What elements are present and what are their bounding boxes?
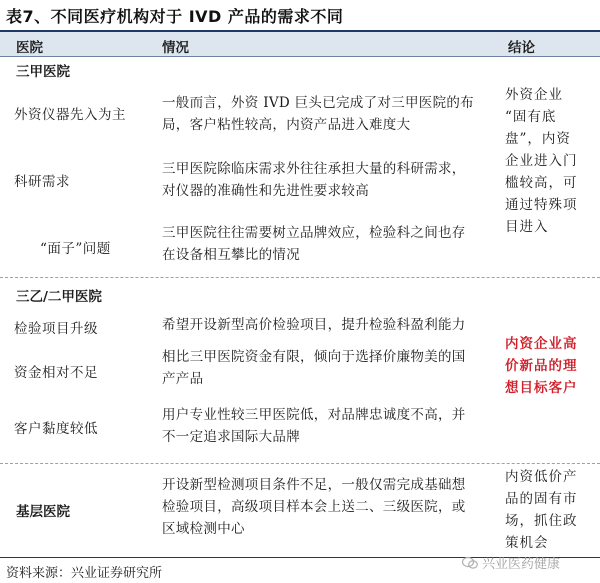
condition-line: 检验项目，高级项目样本会上送二、三级医院，或 — [162, 499, 466, 515]
conclusion-line: 内资低价产 — [505, 469, 578, 485]
conclusion-cell — [505, 466, 597, 554]
conclusion-line: 通过特殊项 — [505, 197, 578, 213]
row-condition — [162, 222, 502, 266]
conclusion-line: 盘”，内资 — [505, 131, 571, 147]
row-divider — [0, 277, 600, 278]
section-title: 三甲医院 — [16, 64, 70, 80]
conclusion-cell — [505, 84, 597, 238]
condition-line: 产产品 — [162, 371, 204, 387]
row-condition — [162, 404, 502, 448]
conclusion-line: “固有底 — [505, 109, 557, 125]
condition-line: 三甲医院除临床需求外往往承担大量的科研需求， — [162, 161, 466, 177]
header-situation: 情况 — [162, 40, 189, 56]
conclusion-line: 目进入 — [505, 219, 549, 235]
table-header — [0, 30, 600, 57]
conclusion-line: 场，抓住政 — [505, 513, 578, 529]
table-title: 表7、不同医疗机构对于 IVD 产品的需求不同 — [6, 7, 344, 26]
source-note: 资料来源：兴业证券研究所 — [6, 566, 163, 581]
conclusion-line: 企业进入门 — [505, 153, 578, 169]
wechat-icon — [462, 556, 478, 570]
condition-line: 局，客户粘性较高，内资产品进入难度大 — [162, 117, 411, 133]
watermark-text: 兴业医药健康 — [482, 557, 561, 572]
condition-line: 用户专业性较三甲医院低，对品牌忠诚度不高，并 — [162, 407, 466, 423]
conclusion-line: 内资企业高 — [505, 336, 578, 352]
watermark — [462, 553, 560, 572]
row-label: 检验项目升级 — [14, 321, 98, 337]
conclusion-line: 品的固有市 — [505, 491, 578, 507]
conclusion-line: 价新品的理 — [505, 358, 578, 374]
condition-line: 区域检测中心 — [162, 521, 245, 537]
section-title: 三乙/二甲医院 — [16, 289, 102, 305]
row-divider — [0, 463, 600, 464]
row-label: “面子”问题 — [40, 241, 111, 257]
header-hospital: 医院 — [16, 40, 43, 56]
row-condition — [162, 158, 502, 202]
condition-line: 三甲医院往往需要树立品牌效应，检验科之间也存 — [162, 225, 466, 241]
condition-line: 在设备相互攀比的情况 — [162, 247, 300, 263]
condition-line: 一般而言，外资 IVD 巨头已完成了对三甲医院的布 — [162, 95, 474, 111]
conclusion-line: 外资企业 — [505, 87, 563, 103]
condition-line: 开设新型检测项目条件不足，一般仅需完成基础想 — [162, 477, 466, 493]
conclusion-cell-highlight — [505, 333, 597, 399]
row-condition — [162, 346, 502, 390]
row-label: 客户黏度较低 — [14, 421, 98, 437]
conclusion-line: 槛较高，可 — [505, 175, 578, 191]
condition-line: 相比三甲医院资金有限，倾向于选择价廉物美的国 — [162, 349, 466, 365]
condition-line: 希望开设新型高价检验项目，提升检验科盈利能力 — [162, 317, 466, 333]
section-title: 基层医院 — [16, 504, 70, 520]
condition-line: 不一定追求国际大品牌 — [162, 429, 300, 445]
conclusion-line: 想目标客户 — [505, 380, 578, 396]
row-condition — [162, 92, 502, 136]
row-condition — [162, 474, 502, 540]
row-label: 资金相对不足 — [14, 365, 98, 381]
conclusion-line: 策机会 — [505, 535, 549, 551]
row-label: 科研需求 — [14, 174, 70, 190]
condition-line: 对仪器的准确性和先进性要求较高 — [162, 183, 369, 199]
row-condition — [162, 314, 502, 336]
row-label: 外资仪器先入为主 — [14, 107, 126, 123]
header-conclusion: 结论 — [508, 40, 535, 56]
